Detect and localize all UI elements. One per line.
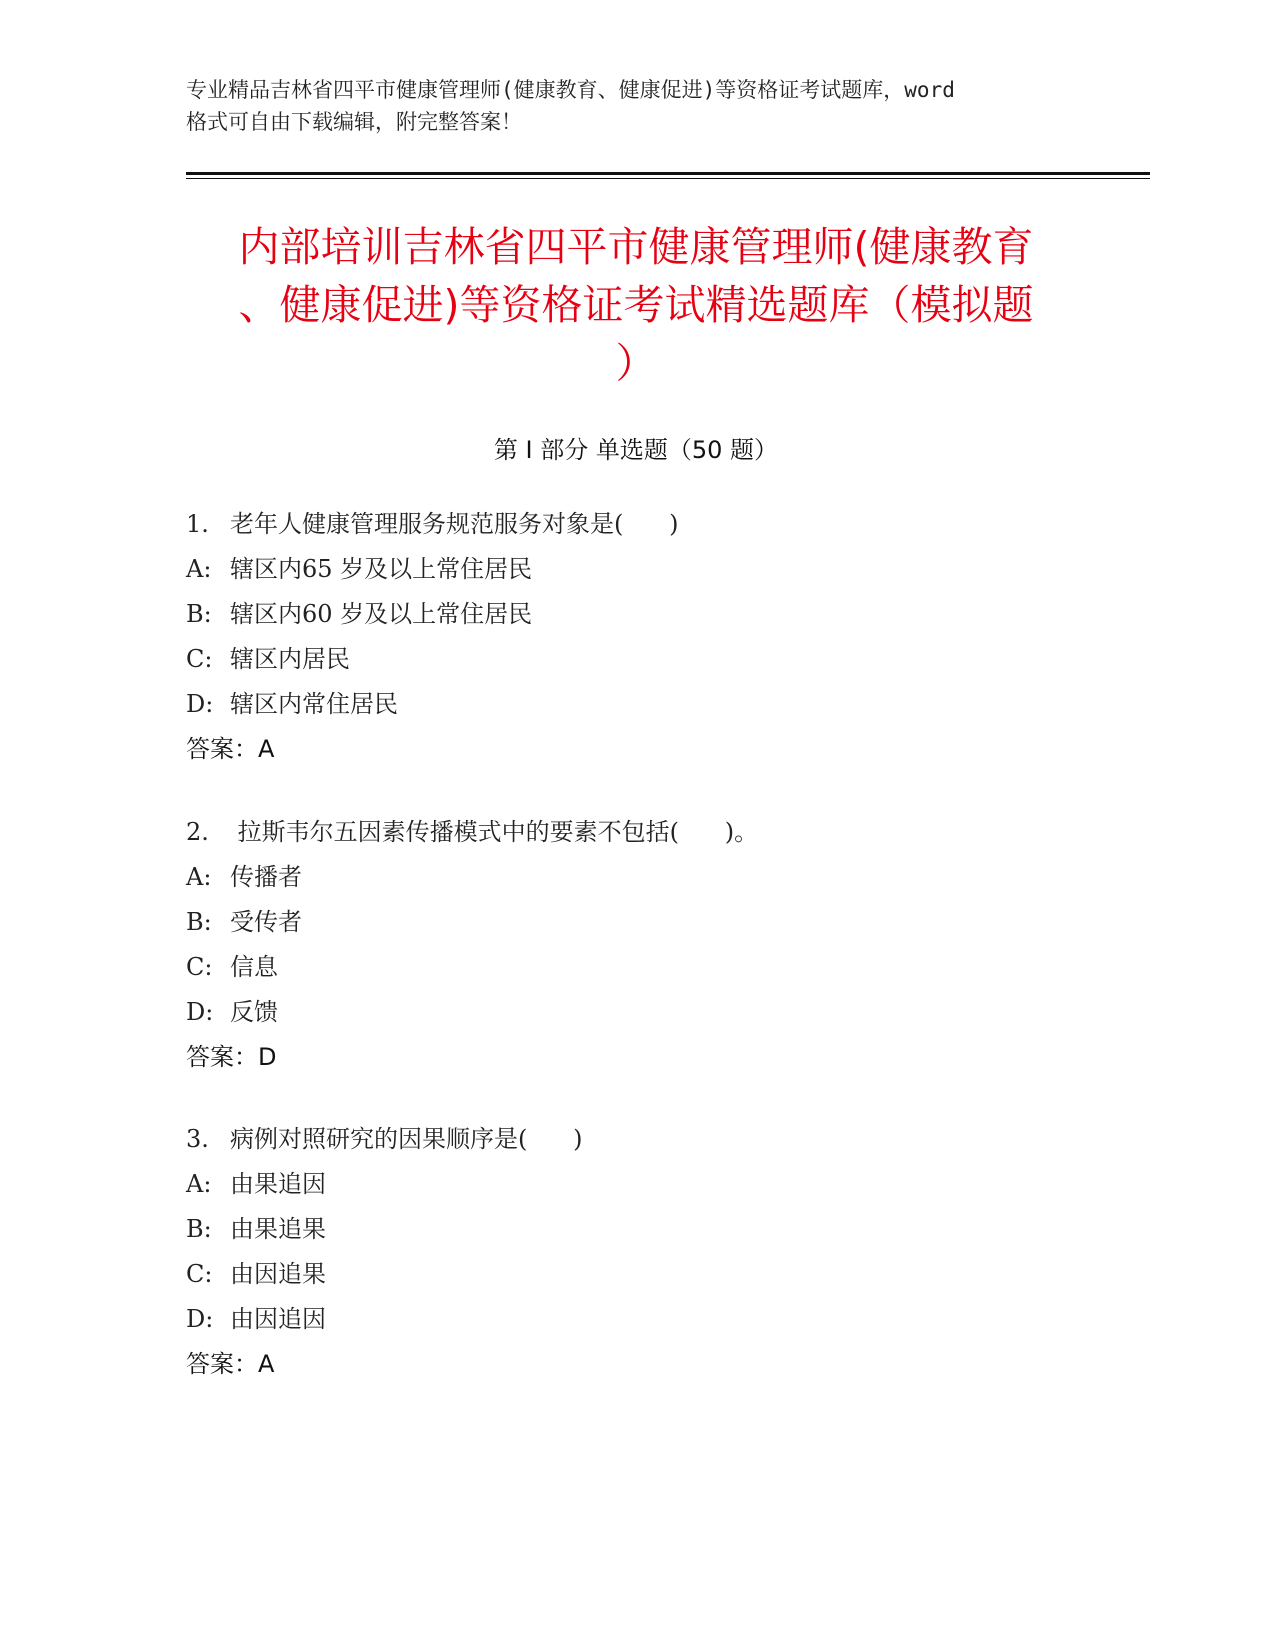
option-text: 受传者 bbox=[230, 908, 302, 936]
answer-line: 答案：A bbox=[186, 1350, 275, 1378]
option-d bbox=[186, 1297, 1136, 1342]
option-c bbox=[186, 637, 1136, 682]
header-divider-thin bbox=[186, 178, 1150, 179]
document-title bbox=[186, 218, 1086, 392]
section-title: 第 I 部分 单选题（50 题） bbox=[493, 436, 779, 464]
question-text: 拉斯韦尔五因素传播模式中的要素不包括( )。 bbox=[230, 818, 759, 846]
header-divider-thick bbox=[186, 172, 1150, 175]
document-title-line: 内部培训吉林省四平市健康管理师(健康教育 bbox=[238, 223, 1034, 271]
option-text: 由果追果 bbox=[230, 1215, 326, 1243]
option-key: C: bbox=[186, 953, 213, 981]
header-note-line: 专业精品吉林省四平市健康管理师(健康教育、健康促进)等资格证考试题库，word bbox=[186, 78, 955, 102]
option-b bbox=[186, 900, 1136, 945]
answer-line: 答案：D bbox=[186, 1043, 277, 1071]
option-text: 辖区内居民 bbox=[230, 645, 350, 673]
option-key: C: bbox=[186, 1260, 213, 1288]
option-d bbox=[186, 990, 1136, 1035]
option-key: D: bbox=[186, 998, 214, 1026]
option-key: A: bbox=[186, 555, 212, 583]
option-text: 由因追因 bbox=[230, 1305, 326, 1333]
option-text: 反馈 bbox=[230, 998, 278, 1026]
question-number: 3. bbox=[186, 1125, 209, 1153]
option-d bbox=[186, 682, 1136, 727]
answer-line: 答案：A bbox=[186, 735, 275, 763]
option-text: 辖区内60 岁及以上常住居民 bbox=[230, 600, 533, 628]
option-text: 信息 bbox=[230, 953, 278, 981]
option-a bbox=[186, 855, 1136, 900]
question-stem bbox=[186, 1117, 1136, 1162]
option-text: 由果追因 bbox=[230, 1170, 326, 1198]
question-number: 2. bbox=[186, 818, 209, 846]
document-title-line: 、健康促进)等资格证考试精选题库（模拟题 bbox=[238, 281, 1034, 329]
option-text: 由因追果 bbox=[230, 1260, 326, 1288]
option-c bbox=[186, 1252, 1136, 1297]
option-key: A: bbox=[186, 863, 212, 891]
option-text: 传播者 bbox=[230, 863, 302, 891]
option-c bbox=[186, 945, 1136, 990]
question-text: 病例对照研究的因果顺序是( ) bbox=[230, 1125, 583, 1153]
question-item bbox=[186, 502, 1136, 772]
option-a bbox=[186, 1162, 1136, 1207]
question-text: 老年人健康管理服务规范服务对象是( ) bbox=[230, 510, 679, 538]
option-b bbox=[186, 592, 1136, 637]
option-b bbox=[186, 1207, 1136, 1252]
question-item bbox=[186, 810, 1136, 1080]
header-note-line: 格式可自由下载编辑，附完整答案！ bbox=[186, 110, 522, 134]
option-a bbox=[186, 547, 1136, 592]
option-text: 辖区内65 岁及以上常住居民 bbox=[230, 555, 533, 583]
option-key: A: bbox=[186, 1170, 212, 1198]
question-stem bbox=[186, 502, 1136, 547]
option-key: B: bbox=[186, 600, 212, 628]
option-key: D: bbox=[186, 1305, 214, 1333]
question-stem bbox=[186, 810, 1136, 855]
option-key: C: bbox=[186, 645, 213, 673]
option-key: B: bbox=[186, 1215, 212, 1243]
document-title-line: ） bbox=[615, 339, 657, 387]
option-key: D: bbox=[186, 690, 214, 718]
option-text: 辖区内常住居民 bbox=[230, 690, 398, 718]
question-number: 1. bbox=[186, 510, 209, 538]
question-item bbox=[186, 1117, 1136, 1387]
header-note bbox=[186, 74, 1086, 138]
option-key: B: bbox=[186, 908, 212, 936]
